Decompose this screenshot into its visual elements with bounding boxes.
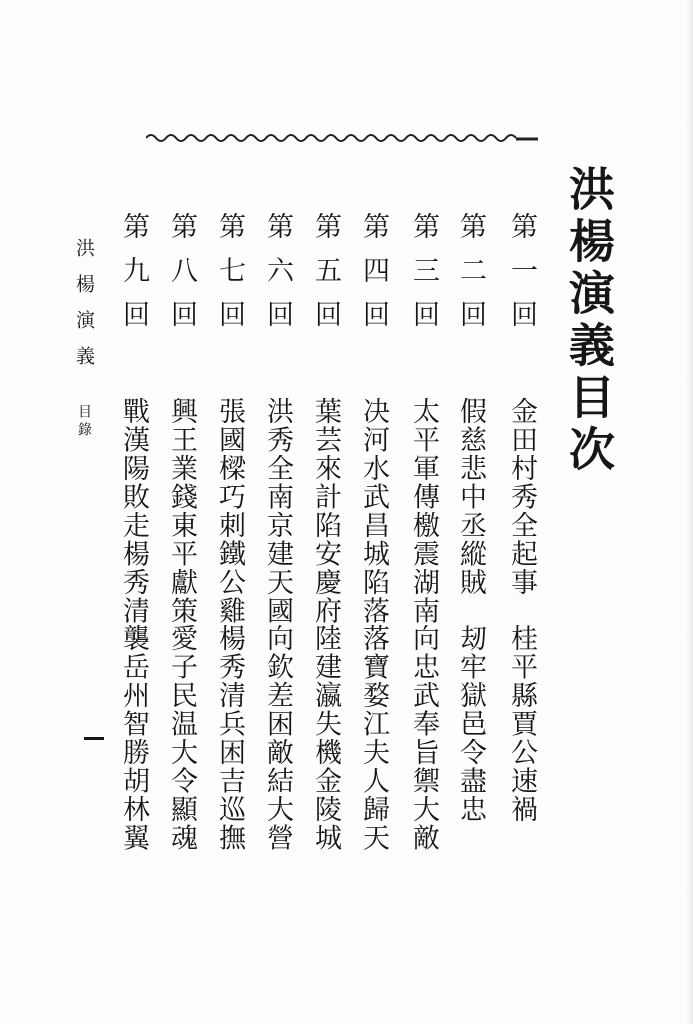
- running-head-section: 目錄: [76, 404, 92, 440]
- chapter-number: 第八回: [166, 212, 197, 344]
- chapter-title-line-1: 金田村秀全起事: [506, 397, 537, 597]
- chapter-entry-8[interactable]: [166, 212, 210, 852]
- chapter-entry-3[interactable]: [408, 212, 452, 852]
- chapter-title-line-2: 刼牢獄邑令盡忠: [455, 624, 486, 824]
- chapter-number: 第四回: [358, 212, 389, 344]
- chapter-title-line-1: 决河水武昌城陷落: [358, 397, 389, 625]
- chapter-title-line-2: 向欽差困敵結大營: [262, 624, 293, 852]
- chapter-number: 第七回: [214, 212, 245, 344]
- chapter-title-line-1: 張國樑巧刺鐵公雞: [214, 397, 245, 625]
- chapter-title-line-2: 落寶婺江夫人歸天: [358, 624, 389, 852]
- page-number: [84, 737, 104, 740]
- chapter-title-line-2: 襲岳州智勝胡林翼: [118, 624, 149, 852]
- chapter-entry-4[interactable]: [358, 212, 402, 852]
- chapter-title-line-2: 愛子民温大令顯魂: [166, 624, 197, 852]
- chapter-entry-7[interactable]: [214, 212, 258, 852]
- chapter-number: 第六回: [262, 212, 293, 344]
- chapter-title-line-2: 向忠武奉旨禦大敵: [408, 624, 439, 852]
- chapter-title-line-2: 桂平縣賈公速禍: [506, 624, 537, 824]
- chapter-title-line-2: 陸建瀛失機金陵城: [310, 624, 341, 852]
- page-edge-shadow: [686, 0, 693, 1024]
- chapter-title-line-1: 戰漢陽敗走楊秀清: [118, 397, 149, 625]
- chapter-title-line-1: 葉芸來計陷安慶府: [310, 397, 341, 625]
- chapter-number: 第二回: [455, 212, 486, 344]
- chapter-entry-2[interactable]: [455, 212, 499, 852]
- running-head-title: 洪楊演義: [73, 238, 95, 382]
- decorative-wavy-rule: [146, 130, 546, 146]
- chapter-title-line-1: 洪秀全南京建天國: [262, 397, 293, 625]
- chapter-number: 第一回: [506, 212, 537, 344]
- chapter-number: 第五回: [310, 212, 341, 344]
- chapter-entry-1[interactable]: [506, 212, 550, 852]
- chapter-title-line-1: 興王業錢東平獻策: [166, 397, 197, 625]
- page-title: 洪楊演義目次: [562, 165, 616, 477]
- chapter-title-line-2: 楊秀清兵困吉巡撫: [214, 624, 245, 852]
- chapter-number: 第三回: [408, 212, 439, 344]
- chapter-number: 第九回: [118, 212, 149, 344]
- chapter-entry-6[interactable]: [262, 212, 306, 852]
- chapter-entry-9[interactable]: [118, 212, 162, 852]
- chapter-title-line-1: 太平軍傳檄震湖南: [408, 397, 439, 625]
- chapter-entry-5[interactable]: [310, 212, 354, 852]
- chapter-title-line-1: 假慈悲中丞縱賊: [455, 397, 486, 597]
